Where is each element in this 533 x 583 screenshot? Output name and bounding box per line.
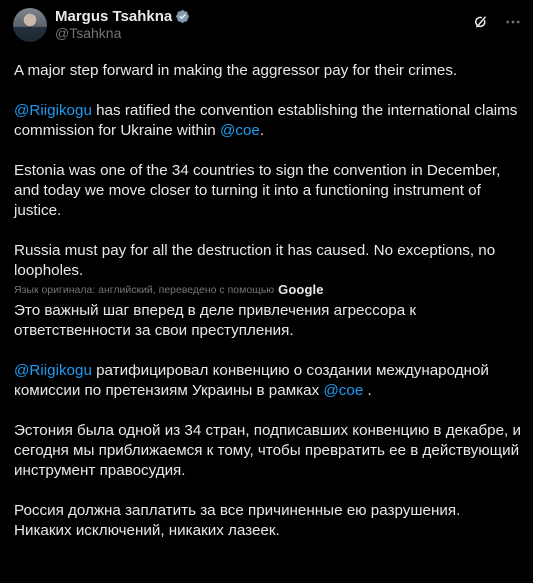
translated-paragraph-2 (14, 361, 521, 401)
grok-icon[interactable] (471, 12, 491, 32)
translation-note (14, 283, 521, 297)
tweet-actions (471, 12, 523, 32)
author-handle[interactable]: @Tsahkna (55, 25, 122, 41)
original-paragraph-2-text: has ratified the convention establishing the international claims commission for Ukraine within (14, 102, 522, 139)
translated-paragraph-4: Россия должна заплатить за все причиненные ею разрушения. Никаких исключений, никаких лазеек. (14, 502, 465, 539)
translation-note-text: Язык оригинала: английский, переведено с помощью (14, 284, 275, 296)
author-block (55, 8, 190, 42)
translated-mention-riigikogu[interactable]: @Riigikogu (14, 362, 92, 379)
mention-coe[interactable]: @coe (219, 122, 260, 139)
name-row (55, 8, 190, 25)
original-paragraph-3: Estonia was one of the 34 countries to sign the convention in December, and today we move closer to turning it into a functioning instrument of justice. (14, 162, 505, 219)
translated-mention-coe[interactable]: @coe (323, 382, 364, 399)
verified-badge-icon (175, 9, 190, 24)
google-logo: Google (278, 282, 324, 297)
author-display-name[interactable]: Margus Tsahkna (55, 8, 173, 25)
translated-paragraph-2-end: . (363, 382, 372, 399)
translated-paragraph-3: Эстония была одной из 34 стран, подписавших конвенцию в декабре, и сегодня мы приближаемся к тому, чтобы превратить ее в действующий инструмент правосудия. (14, 422, 526, 479)
translated-paragraph-1: Это важный шаг вперед в деле привлечения агрессора к ответственности за свои преступления. (14, 302, 421, 339)
original-text (14, 61, 521, 281)
original-paragraph-4: Russia must pay for all the destruction it has caused. No exceptions, no loopholes. (14, 242, 500, 279)
avatar[interactable] (13, 8, 47, 42)
translated-paragraph-2-text: ратифицировал конвенцию о создании международной комиссии по претензиям Украины в рамках (14, 362, 494, 399)
original-paragraph-2-end: . (259, 122, 265, 139)
mention-riigikogu[interactable]: @Riigikogu (14, 102, 92, 119)
more-icon[interactable] (503, 12, 523, 32)
translated-text (14, 301, 526, 541)
original-paragraph-2 (14, 101, 521, 141)
tweet-header (13, 8, 523, 52)
original-paragraph-1: A major step forward in making the aggressor pay for their crimes. (14, 62, 458, 79)
tweet-body (14, 61, 526, 561)
